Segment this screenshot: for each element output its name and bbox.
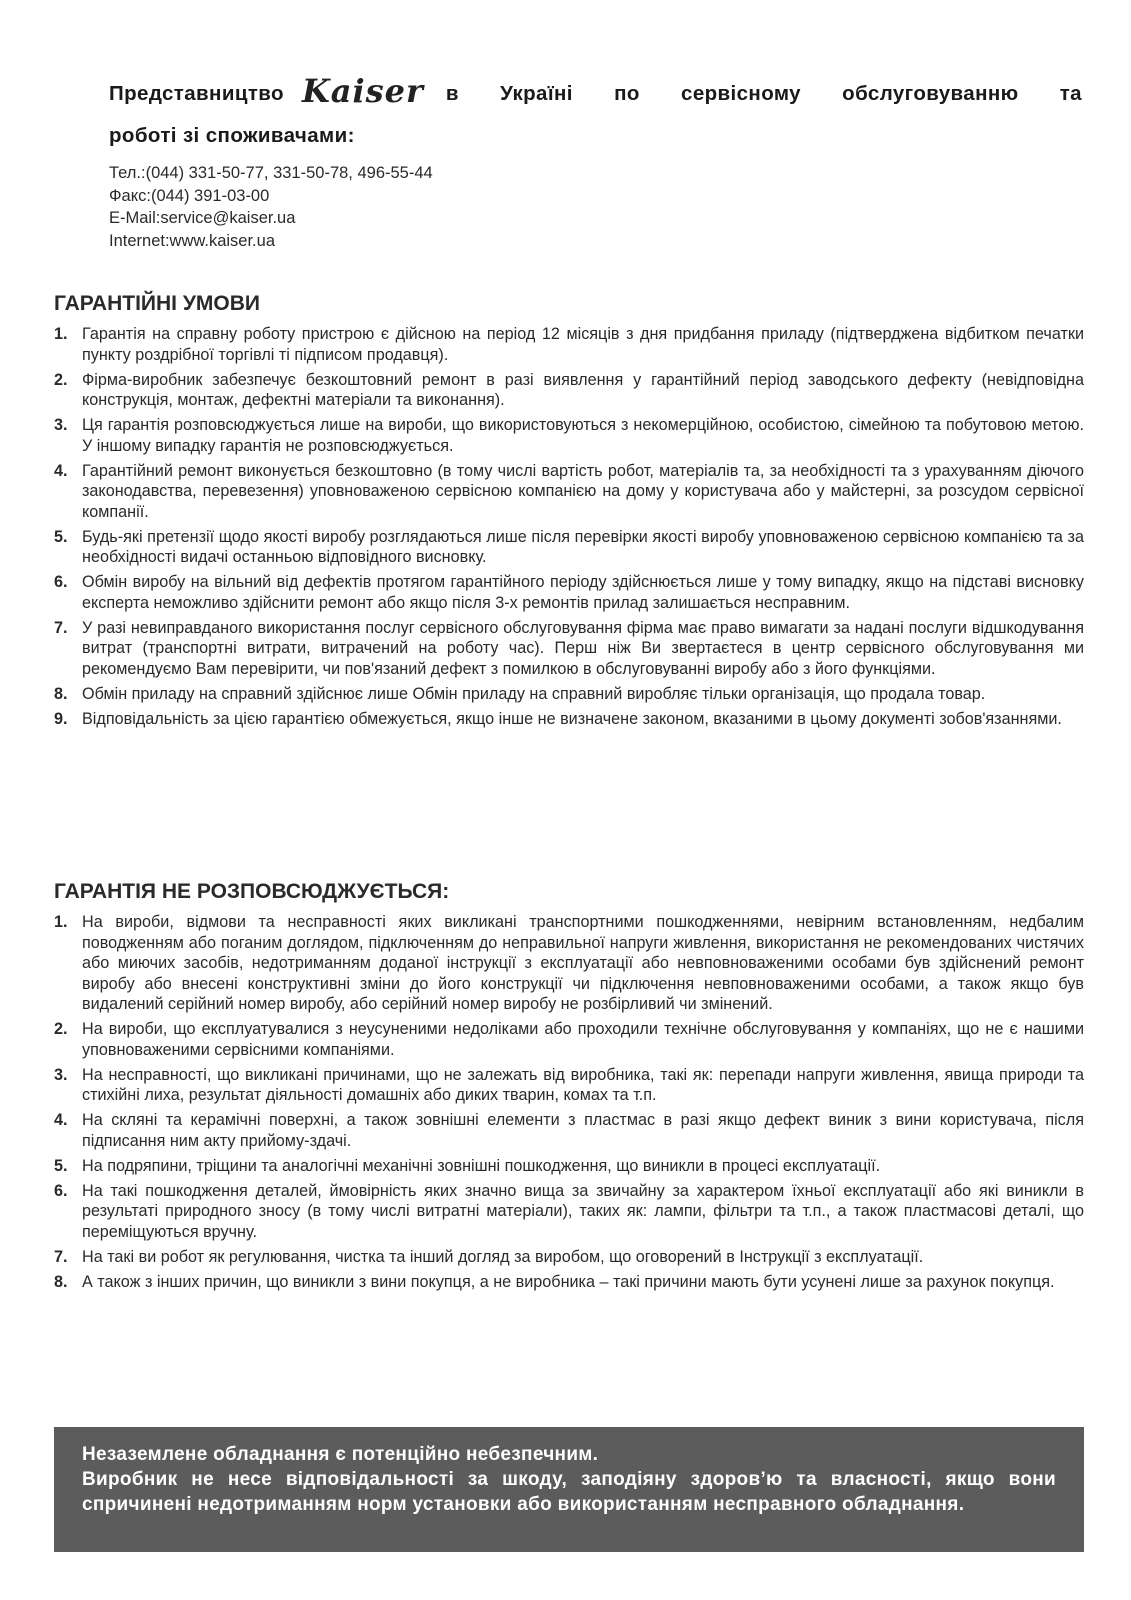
- warranty-title: ГАРАНТІЙНІ УМОВИ: [54, 292, 260, 315]
- item-text: Гарантія на справну роботу пристрою є дійсною на період 12 місяців з дня придбання приладу (підтверджена відбитком печатки пункту роздрібної торгівлі ті підписом продавця).: [82, 325, 1084, 364]
- notice-line-1: Незаземлене обладнання є потенційно небезпечним.: [82, 1444, 599, 1465]
- warranty-item: [54, 415, 1084, 456]
- item-text: Відповідальність за цією гарантією обмежується, якщо інше не визначене законом, вказаними в цьому документі зобов'язаннями.: [82, 709, 1062, 728]
- warranty-item: [54, 370, 1084, 411]
- notice-line-2: Виробник не несе відповідальності за шкоду, заподіяну здоров’ю та власності, якщо вони спричинені недотриманням норм установки або використанням несправного обладнання.: [82, 1469, 1056, 1515]
- item-number: 8.: [54, 684, 68, 703]
- warranty-item: [54, 709, 1084, 730]
- header: [109, 72, 1082, 148]
- exclusions-title: ГАРАНТІЯ НЕ РОЗПОВСЮДЖУЄТЬСЯ:: [54, 880, 450, 903]
- item-number: 7.: [54, 618, 68, 637]
- item-text: Гарантійний ремонт виконується безкоштовно (в тому числі вартість робот, матеріалів та, за необхідності та з урахуванням діючого законодавства, перевезення) уповноваженою сервісною компанією на дому у користувача або у майстерні, за розсудом сервісної компанії.: [82, 461, 1084, 521]
- safety-notice-box: [54, 1427, 1084, 1552]
- item-text: Будь-які претензії щодо якості виробу розглядаються лише після перевірки якості виробу уповноваженою сервісною компанією та за необхідності видачі останньою відповідного висновку.: [82, 527, 1084, 566]
- item-number: 4.: [54, 1111, 68, 1129]
- exclusion-item: [54, 1019, 1084, 1060]
- warranty-section: [54, 292, 1084, 734]
- warranty-item: [54, 527, 1084, 568]
- exclusions-section: [54, 880, 1084, 1297]
- exclusion-item: [54, 912, 1084, 1015]
- item-number: 6.: [54, 573, 68, 591]
- item-text: На вироби, відмови та несправності яких викликані транспортними пошкодженнями, невірним встановленням, недбалим поводженням або поганим доглядом, підключенням до неправильної напруги живлення, використання не рекомендованих чистячих або миючих засобів, недотриманням доданої інструкції з експлуатації або невповноваженими особами був здійснений ремонт виробу або внесені конструктивні зміни до його конструкції чи підключення невповноваженими особами, а також якщо був видалений серійний номер виробу, або серійний номер виробу не розбірливий чи змінений.: [82, 913, 1084, 1013]
- item-text: А також з інших причин, що виникли з вини покупця, а не виробника – такі причини мають бути усунені лише за рахунок покупця.: [82, 1272, 1055, 1291]
- exclusion-item: [54, 1247, 1084, 1268]
- exclusion-item: [54, 1110, 1084, 1151]
- item-text: Обмін виробу на вільний від дефектів протягом гарантійного періоду здійснюється лише у тому випадку, якщо на підставі висновку експерта неможливо здійснити ремонт або якщо після 3-х ремонтів прилад залишається несправним.: [82, 573, 1084, 612]
- item-text: На такі ви робот як регулювання, чистка та інший догляд за виробом, що оговорений в Інструкції з експлуатації.: [82, 1247, 924, 1266]
- item-number: 2.: [54, 1020, 68, 1038]
- contact-fax: Факс:(044) 391-03-00: [109, 186, 270, 205]
- item-number: 7.: [54, 1247, 68, 1266]
- warranty-item: [54, 684, 1084, 705]
- exclusion-item: [54, 1272, 1084, 1293]
- item-text: На подряпини, тріщини та аналогічні механічні зовнішні пошкодження, що виникли в процесі експлуатації.: [82, 1156, 881, 1175]
- exclusion-item: [54, 1156, 1084, 1177]
- warranty-item: [54, 324, 1084, 365]
- contact-email: E-Mail:service@kaiser.ua: [109, 209, 296, 227]
- item-number: 4.: [54, 461, 68, 480]
- warranty-item: [54, 618, 1084, 680]
- warranty-item: [54, 461, 1084, 523]
- item-text: На несправності, що викликані причинами, що не залежать від виробника, такі як: перепади напруги живлення, явища природи та стихійні лиха, результат діяльності домашніх або диких тварин, комах та т.п.: [82, 1065, 1084, 1104]
- item-number: 6.: [54, 1181, 68, 1200]
- item-number: 1.: [54, 325, 68, 343]
- item-text: На вироби, що експлуатувалися з неусуненими недоліками або проходили технічне обслуговування у компаніях, що не є нашими уповноваженими сервісними компаніями.: [82, 1020, 1084, 1059]
- header-suffix: в Україні по сервісному обслуговуванню та: [445, 82, 1082, 105]
- header-prefix: Представництво: [109, 82, 284, 105]
- contact-phone: Тел.:(044) 331-50-77, 331-50-78, 496-55-44: [109, 164, 433, 182]
- item-number: 3.: [54, 416, 68, 434]
- item-text: Ця гарантія розповсюджується лише на вироби, що використовуються з некомерційною, особистою, сімейною та побутовою метою. У іншому випадку гарантія не розповсюджується.: [82, 416, 1084, 455]
- item-number: 1.: [54, 913, 68, 931]
- item-text: Фірма-виробник забезпечує безкоштовний ремонт в разі виявлення у гарантійний період заводського дефекту (невідповідна конструкція, монтаж, дефектні матеріали та виконання).: [82, 370, 1084, 409]
- item-text: На скляні та керамічні поверхні, а також зовнішні елементи з пластмас в разі якщо дефект виник з вини користувача, після підписання ним акту прийому-здачі.: [82, 1111, 1084, 1150]
- item-text: На такі пошкодження деталей, ймовірність яких значно вища за звичайну за характером їхньої експлуатації або які виникли в результаті природного зносу (в тому числі витратні матеріали), таких як: лампи, фільтри та т.п., а також пластмасові деталі, що переміщуються вручну.: [82, 1181, 1084, 1241]
- item-text: У разі невиправданого використання послуг сервісного обслуговування фірма має право вимагати за надані послуги відшкодування витрат (транспортні витрати, витрачений на роботу час). Перш ніж Ви звертаєтеся в центр сервісного обслуговування ми рекомендуємо Вам перевірити, чи пов'язаний дефект з помилкою в обслуговуванні виробу або з його функціями.: [82, 618, 1084, 678]
- exclusion-item: [54, 1181, 1084, 1243]
- header-line-1: [109, 72, 1082, 110]
- kaiser-logo: Kaiser: [301, 72, 424, 110]
- warranty-item: [54, 572, 1084, 613]
- item-number: 9.: [54, 709, 68, 728]
- item-number: 5.: [54, 1156, 68, 1175]
- item-number: 2.: [54, 370, 68, 389]
- item-text: Обмін приладу на справний здійснює лише Обмін приладу на справний виробляє тільки організація, що продала товар.: [82, 684, 986, 703]
- item-number: 3.: [54, 1065, 68, 1084]
- item-number: 5.: [54, 527, 68, 546]
- header-line-2: роботі зі споживачами:: [109, 124, 355, 147]
- item-number: 8.: [54, 1272, 68, 1291]
- contact-website: Internet:www.kaiser.ua: [109, 231, 275, 250]
- contacts-block: [109, 162, 433, 252]
- exclusion-item: [54, 1065, 1084, 1106]
